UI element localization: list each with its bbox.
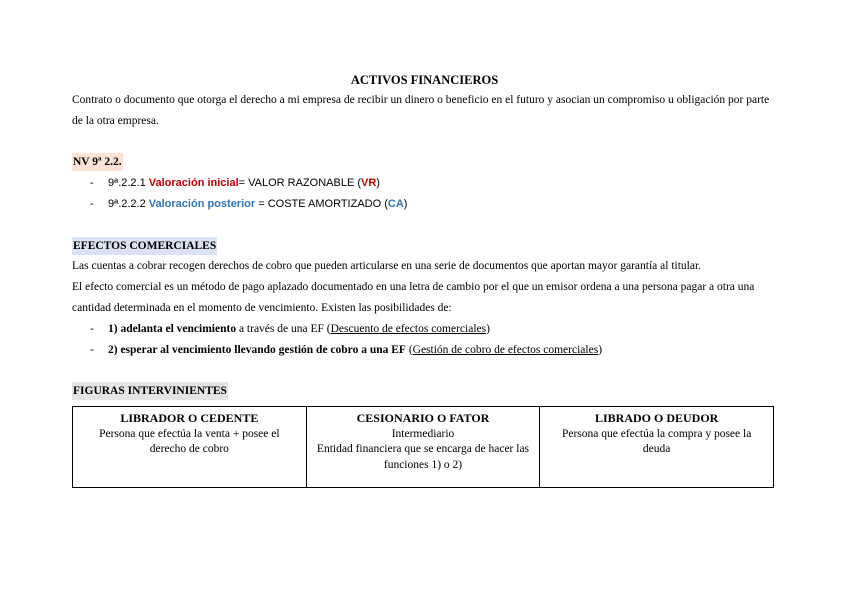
- option-bold-text: 1) adelanta el vencimiento: [108, 322, 237, 335]
- efectos-list: [72, 319, 777, 361]
- cell-text: Persona que efectúa la compra y posee la deuda: [561, 427, 752, 456]
- item-equation: = VALOR RAZONABLE (: [238, 177, 362, 190]
- table-cell-librador: [73, 406, 307, 487]
- efectos-paragraph-1: Las cuentas a cobrar recogen derechos de cobro que pueden articularse en una serie de documentos que aportan mayor garantía al titular.: [72, 260, 702, 273]
- item-equation: = COSTE AMORTIZADO (: [255, 197, 388, 210]
- cell-title: CESIONARIO O FATOR: [356, 410, 490, 425]
- nv-heading: NV 9ª 2.2.: [72, 153, 123, 171]
- nv-list: [72, 173, 777, 215]
- gestion-cobro-link[interactable]: Gestión de cobro de efectos comerciales: [412, 343, 599, 356]
- table-cell-librado: [540, 406, 774, 487]
- table-cell-cesionario: [306, 406, 540, 487]
- list-item: [72, 319, 777, 340]
- document-title: ACTIVOS FINANCIEROS: [350, 73, 499, 87]
- descuento-link[interactable]: Descuento de efectos comerciales: [330, 322, 487, 335]
- figuras-heading: FIGURAS INTERVINIENTES: [72, 382, 228, 400]
- cell-text: Entidad financiera que se encarga de hacer las funciones 1) o 2): [316, 443, 530, 471]
- cell-text: Intermediario: [391, 427, 455, 440]
- intro-paragraph: Contrato o documento que otorga el derecho a mi empresa de recibir un dinero o beneficio en el futuro y asocian un compromiso u obligación por parte de la otra empresa.: [72, 94, 770, 127]
- paren-close: ): [598, 343, 603, 356]
- cell-title: LIBRADOR O CEDENTE: [120, 410, 259, 425]
- valoracion-posterior-label: Valoración posterior: [148, 197, 256, 210]
- efectos-paragraph-2: El efecto comercial es un método de pago aplazado documentado en una letra de cambio por el que un emisor ordena a una persona pagar a otra una cantidad determinada en el momento de vencimiento. Existen las posibilidades de:: [72, 281, 755, 314]
- figuras-table: [72, 406, 774, 488]
- item-number: 9ª.2.2.1: [108, 177, 146, 190]
- table-row: [73, 406, 774, 487]
- list-item: [72, 340, 777, 361]
- paren-close: ): [486, 322, 490, 335]
- vr-abbr: VR: [361, 177, 377, 190]
- document-content: [72, 70, 777, 488]
- option-text: (: [405, 343, 413, 356]
- list-item: [72, 194, 777, 215]
- paren-close: ): [376, 177, 380, 190]
- cell-title: LIBRADO O DEUDOR: [594, 410, 719, 425]
- efectos-heading: EFECTOS COMERCIALES: [72, 237, 217, 255]
- cell-text: Persona que efectúa la venta + posee el derecho de cobro: [99, 427, 280, 456]
- valoracion-inicial-label: Valoración inicial: [148, 177, 239, 190]
- paren-close: ): [403, 197, 408, 210]
- option-bold-text: 2) esperar al vencimiento llevando gestión de cobro a una EF: [108, 343, 406, 356]
- list-item: [72, 173, 777, 194]
- option-text: a través de una EF (: [236, 322, 331, 335]
- ca-abbr: CA: [387, 197, 404, 210]
- item-number: 9ª.2.2.2: [108, 197, 146, 210]
